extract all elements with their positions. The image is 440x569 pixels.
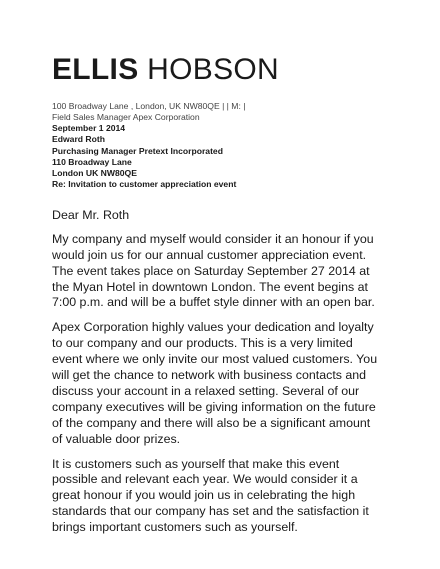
- paragraph-line: to our company and our products. This is a very limited: [52, 336, 353, 351]
- paragraph-line: discuss your account in a relaxed setting. Several of our: [52, 383, 360, 398]
- paragraph-line: possible and relevant each year. We would consider it a: [52, 472, 358, 487]
- recipient-street: 110 Broadway Lane: [52, 156, 132, 167]
- salutation: Dear Mr. Roth: [52, 207, 130, 222]
- paragraph-line: the Myan Hotel in downtown London. The event begins at: [52, 279, 368, 294]
- recipient-title: Purchasing Manager Pretext Incorporated: [52, 145, 223, 156]
- body-paragraph: [52, 232, 388, 312]
- paragraph-line: It is customers such as yourself that make this event: [52, 456, 340, 471]
- paragraph-line: brings important customers such as yourself.: [52, 520, 298, 535]
- paragraph-line: My company and myself would consider it an honour if you: [52, 231, 374, 246]
- last-name: HOBSON: [147, 53, 279, 86]
- letterhead-name: [52, 52, 388, 88]
- paragraph-line: of valuable door prizes.: [52, 431, 181, 446]
- body-paragraph: [52, 320, 388, 447]
- letter-date: September 1 2014: [52, 123, 126, 133]
- recipient-name: Edward Roth: [52, 134, 105, 145]
- paragraph-line: would join us for our annual customer appreciation event.: [52, 247, 367, 262]
- paragraph-line: will get the chance to network with business contacts and: [52, 368, 367, 383]
- paragraph-line: standards that our company has set and the satisfaction it: [52, 504, 369, 519]
- sender-address: 100 Broadway Lane , London, UK NW80QE | | M: |: [52, 101, 246, 111]
- paragraph-line: event where we only invite our most valued customers. You: [52, 352, 378, 367]
- paragraph-line: 7:00 p.m. and will be a buffet style dinner with an open bar.: [52, 295, 375, 310]
- letter-page: [52, 52, 388, 536]
- first-name: ELLIS: [52, 53, 139, 86]
- recipient-city: London UK NW80QE: [52, 168, 137, 179]
- paragraph-line: great honour if you would join us in celebrating the high: [52, 488, 356, 503]
- paragraph-line: Apex Corporation highly values your dedication and loyalty: [52, 320, 374, 335]
- recipient-block: [52, 123, 388, 191]
- paragraph-line: of the company and there will also be a significant amount: [52, 415, 371, 430]
- paragraph-line: The event takes place on Saturday September 27 2014 at: [52, 263, 370, 278]
- sender-title: Field Sales Manager Apex Corporation: [52, 112, 200, 122]
- paragraph-line: company executives will be giving information on the future: [52, 399, 376, 414]
- subject-line: Re: Invitation to customer appreciation event: [52, 179, 237, 190]
- sender-block: [52, 101, 388, 123]
- body-paragraph: [52, 457, 388, 537]
